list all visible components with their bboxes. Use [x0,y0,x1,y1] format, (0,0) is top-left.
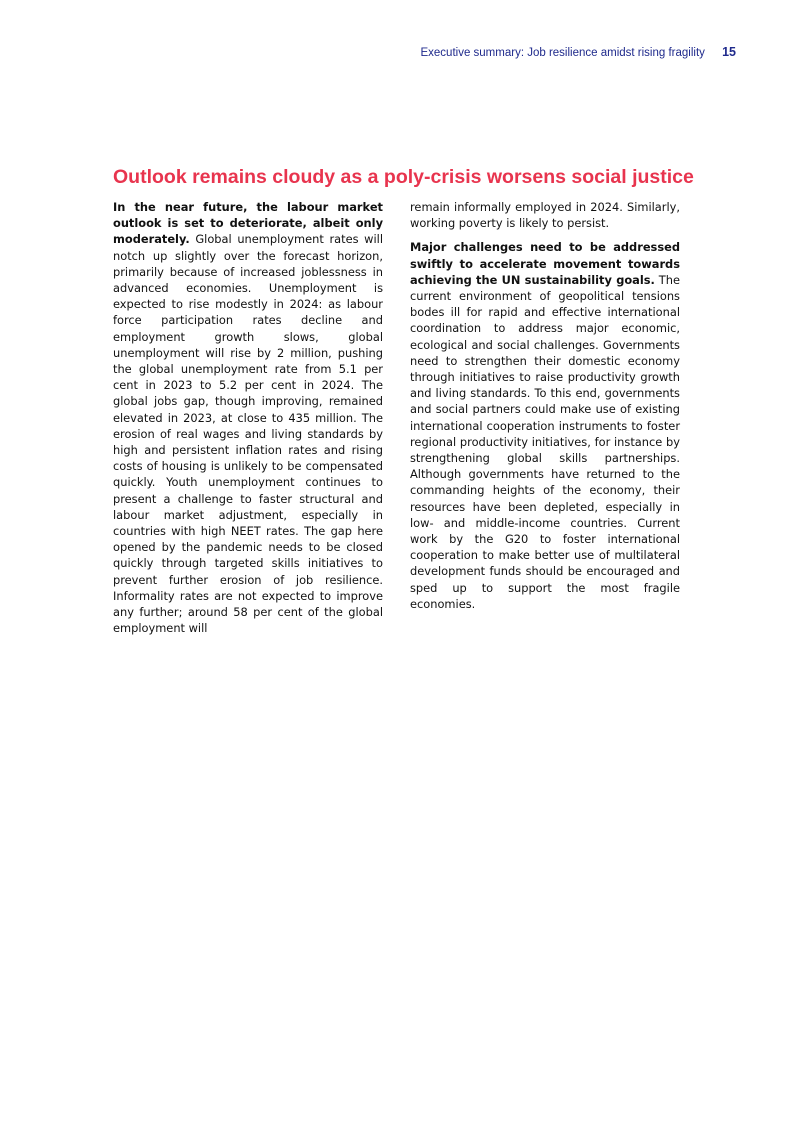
paragraph-body-part2: remain informally employed in 2024. Similarly, working poverty is likely to persist. [410,200,680,231]
right-column [410,199,680,644]
left-column [113,199,383,644]
paragraph-labour-outlook [113,199,383,636]
two-column-body [113,199,680,644]
paragraph-body: The current environment of geopolitical tensions bodes ill for rapid and effective international coordination to address major economic, ecological and social challenges. Governments need to strengthen their domestic economy through initiatives to raise productivity growth and living standards. To this end, governments and social partners could make use of existing international cooperation instruments to foster regional productivity initiatives, for instance by strengthening global skills partnerships. Although governments have returned to the commanding heights of the economy, their resources have been depleted, especially in low- and middle-income countries. Current work by the G20 to foster international cooperation to make better use of multilateral development funds should be encouraged and sped up to support the most fragile economies. [410,272,680,611]
paragraph-labour-outlook-continued [410,199,680,231]
paragraph-major-challenges [410,239,680,612]
paragraph-lead: In the near future, the labour market outlook is set to deteriorate, albeit only moderately. [113,200,383,247]
running-header [420,45,736,59]
running-title: Executive summary: Job resilience amidst rising fragility [420,47,705,59]
section-heading: Outlook remains cloudy as a poly-crisis worsens social justice [113,166,694,188]
paragraph-lead: Major challenges need to be addressed swiftly to accelerate movement towards achieving the UN sustainability goals. [410,240,680,287]
page-number: 15 [722,45,736,59]
paragraph-body-part1: Global unemployment rates will notch up slightly over the forecast horizon, primarily because of increased joblessness in advanced economies. Unemployment is expected to rise modestly in 2024: as labour force participation rates decline and employment growth slows, global unemployment will rise by 2 million, pushing the global unemployment rate from 5.1 per cent in 2023 to 5.2 per cent in 2024. The global jobs gap, though improving, remained elevated in 2023, at close to 435 million. The erosion of real wages and living standards by high and persistent inflation rates and rising costs of housing is unlikely to be compensated quickly. Youth unemployment continues to present a challenge to faster structural and labour market adjustment, especially in countries with high NEET rates. The gap here opened by the pandemic needs to be closed quickly through targeted skills initiatives to prevent further erosion of job resilience. Informality rates are not expected to improve any further; around 58 per cent of the global employment will [113,232,383,636]
